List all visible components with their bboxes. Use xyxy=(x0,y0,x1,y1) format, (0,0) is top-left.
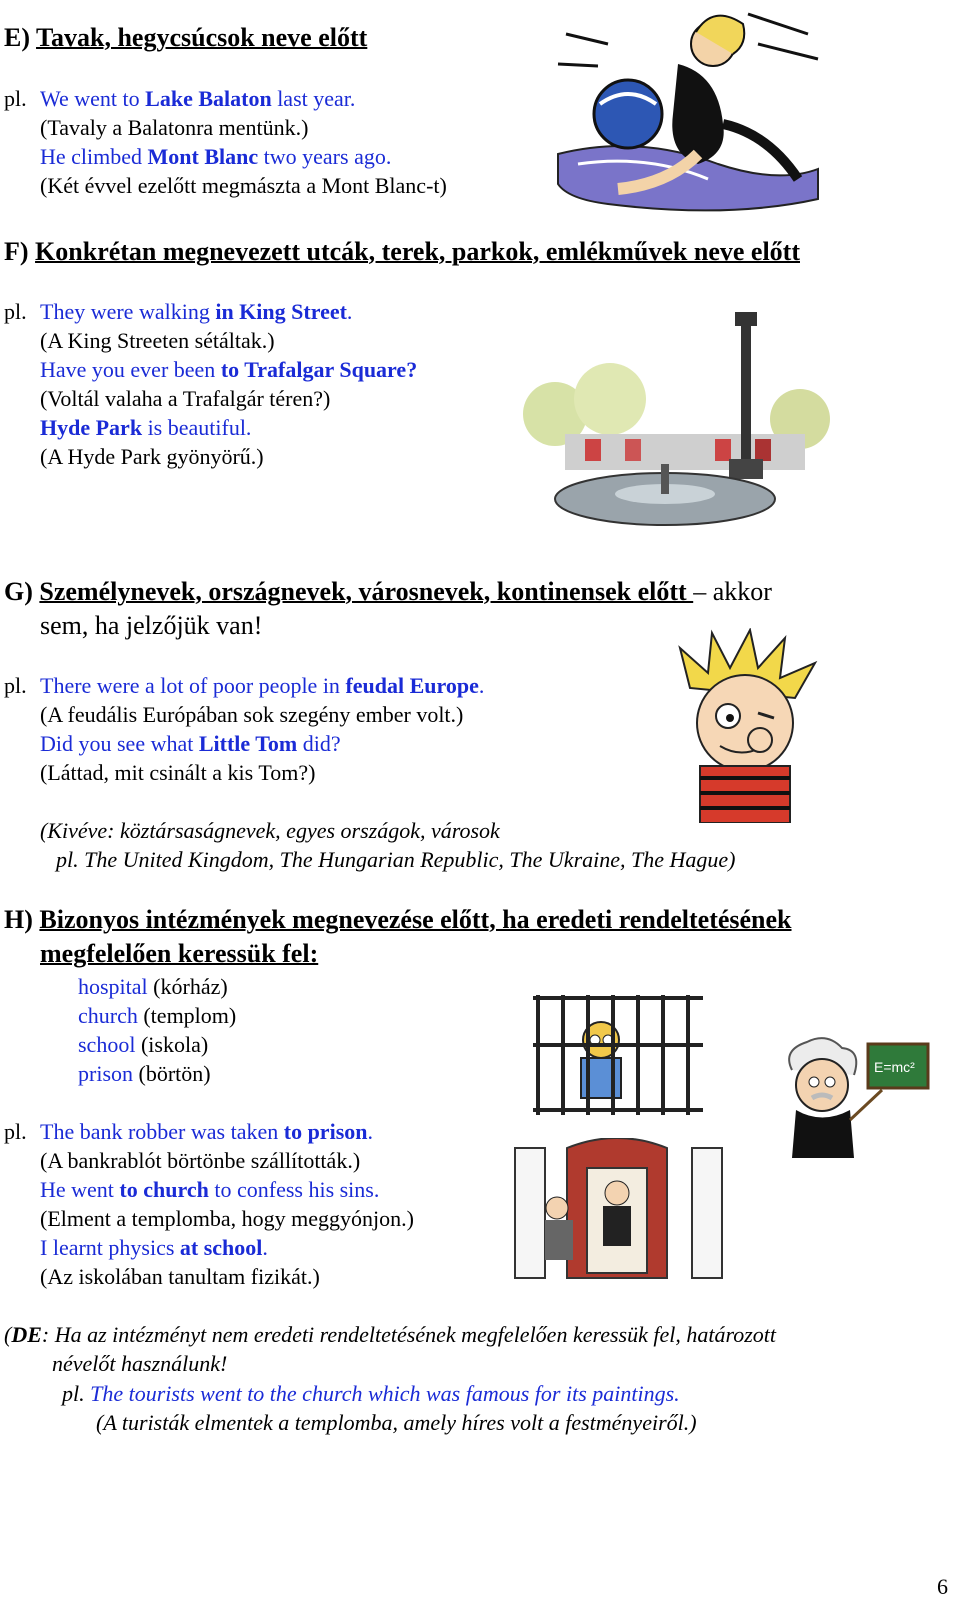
section-f-title: Konkrétan megnevezett utcák, terek, parkok, emlékművek neve előtt xyxy=(35,237,800,266)
section-g-translation-1: (A feudális Európában sok szegény ember volt.) xyxy=(40,702,464,727)
section-e-translation-1: (Tavaly a Balatonra mentünk.) xyxy=(40,115,309,140)
section-e-prefix: E) xyxy=(4,23,30,52)
de-note-translation: (A turisták elmentek a templomba, amely híres volt a festményeiről.) xyxy=(96,1410,697,1435)
section-f-example-3: Hyde Park is beautiful. xyxy=(40,415,252,440)
prison-cell-illustration xyxy=(533,990,703,1120)
einstein-illustration xyxy=(772,1030,932,1170)
section-h-heading-line2: megfelelően keressük fel: xyxy=(40,939,319,968)
section-g-pl: pl. xyxy=(4,673,27,698)
section-e-heading xyxy=(4,22,367,54)
section-f-pl: pl. xyxy=(4,299,27,324)
section-h-example-2: He went to church to confess his sins. xyxy=(40,1177,380,1202)
section-e-pl: pl. xyxy=(4,86,27,111)
de-note-example: pl. The tourists went to the church which was famous for its paintings. xyxy=(62,1381,680,1406)
section-h-example-1: The bank robber was taken to prison. xyxy=(40,1119,373,1144)
confession-illustration xyxy=(507,1138,729,1283)
section-f-heading: F) Konkrétan megnevezett utcák, terek, parkok, emlékművek neve előtt xyxy=(4,237,800,266)
section-f-translation-1: (A King Streeten sétáltak.) xyxy=(40,328,275,353)
section-g-translation-2: (Láttad, mit csinált a kis Tom?) xyxy=(40,760,316,785)
de-note-line1: (DE: Ha az intézményt nem eredeti rendeltetésének megfelelően keressük fel, határozott xyxy=(4,1322,777,1347)
section-g-exception-examples: pl. The United Kingdom, The Hungarian Republic, The Ukraine, The Hague) xyxy=(56,847,736,872)
section-e-example-2: He climbed Mont Blanc two years ago. xyxy=(40,144,392,169)
section-h-translation-3: (Az iskolában tanultam fizikát.) xyxy=(40,1264,320,1289)
section-e-title: Tavak, hegycsúcsok neve előtt xyxy=(36,23,368,52)
section-f-translation-2: (Voltál valaha a Trafalgár téren?) xyxy=(40,386,331,411)
trafalgar-square-illustration xyxy=(515,304,835,544)
section-f-translation-3: (A Hyde Park gyönyörű.) xyxy=(40,444,264,469)
section-h-pl: pl. xyxy=(4,1119,27,1144)
section-g-title: Személynevek, országnevek, városnevek, kontinensek előtt xyxy=(39,577,694,606)
section-g-exception-note: (Kivéve: köztársaságnevek, egyes országok, városok xyxy=(40,818,500,843)
page-number: 6 xyxy=(937,1574,948,1599)
section-f-example-1: They were walking in King Street. xyxy=(40,299,353,324)
de-note-keyword: DE xyxy=(11,1322,42,1347)
section-h-translation-2: (Elment a templomba, hogy meggyónjon.) xyxy=(40,1206,414,1231)
section-h-translation-1: (A bankrablót börtönbe szállították.) xyxy=(40,1148,361,1173)
section-g-example-1: There were a lot of poor people in feudal Europe. xyxy=(40,673,485,698)
section-e-example-1: We went to Lake Balaton last year. xyxy=(40,86,356,111)
section-g-heading-line2: sem, ha jelzőjük van! xyxy=(40,611,263,640)
institution-word-school: school (iskola) xyxy=(78,1032,209,1057)
cartoon-boy-illustration xyxy=(650,628,850,823)
beach-woman-illustration xyxy=(548,4,838,219)
section-e-translation-2: (Két évvel ezelőtt megmászta a Mont Blanc-t) xyxy=(40,173,447,198)
institution-word-hospital: hospital (kórház) xyxy=(78,974,228,999)
section-h-example-3: I learnt physics at school. xyxy=(40,1235,268,1260)
institution-word-church: church (templom) xyxy=(78,1003,237,1028)
institution-word-prison: prison (börtön) xyxy=(78,1061,211,1086)
blackboard-formula: E=mc² xyxy=(874,1059,915,1075)
section-f-example-2: Have you ever been to Trafalgar Square? xyxy=(40,357,418,382)
section-g-example-2: Did you see what Little Tom did? xyxy=(40,731,341,756)
section-h-heading: H) Bizonyos intézmények megnevezése előtt, ha eredeti rendeltetésének xyxy=(4,905,792,934)
de-note-line2: névelőt használunk! xyxy=(52,1351,228,1376)
section-h-title: Bizonyos intézmények megnevezése előtt, ha eredeti rendeltetésének xyxy=(39,905,792,934)
section-g-heading: G) Személynevek, országnevek, városnevek, kontinensek előtt – akkor xyxy=(4,577,772,606)
